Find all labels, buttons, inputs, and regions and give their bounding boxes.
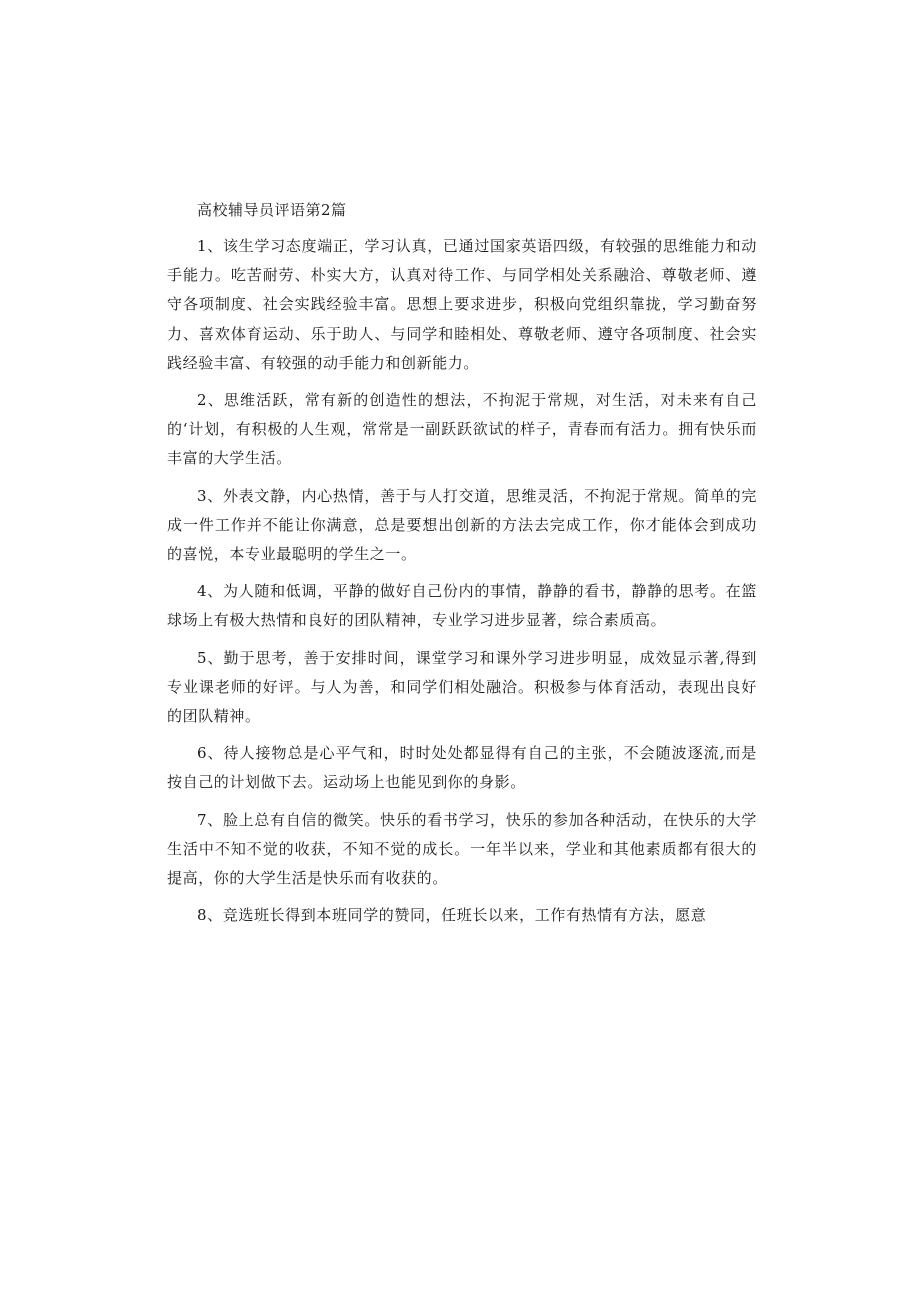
paragraph-8: 8、竞选班长得到本班同学的赞同，任班长以来，工作有热情有方法，愿意: [197, 906, 707, 925]
paragraph-6: 6、待人接物总是心平气和，时时处处都显得有自己的主张，不会随波逐流,而是按自己的计划做下去。运动场上也能见到你的身影。: [167, 744, 757, 792]
document-body: [167, 198, 757, 930]
paragraph-2: 2、思维活跃，常有新的创造性的想法，不拘泥于常规，对生活，对未来有自己的‘计划，有积极的人生观，常常是一副跃跃欲试的样子，青春而有活力。拥有快乐而丰富的大学生活。: [167, 391, 757, 468]
paragraph-7: 7、脸上总有自信的微笑。快乐的看书学习，快乐的参加各种活动，在快乐的大学生活中不知不觉的收获，不知不觉的成长。一年半以来，学业和其他素质都有很大的提高，你的大学生活是快乐而有收获的。: [167, 810, 757, 888]
paragraph-4: 4、为人随和低调，平静的做好自己份内的事情，静静的看书，静静的思考。在篮球场上有极大热情和良好的团队精神，专业学习进步显著，综合素质高。: [167, 582, 757, 630]
paragraph-5: 5、勤于思考，善于安排时间，课堂学习和课外学习进步明显，成效显示著,得到专业课老师的好评。与人为善，和同学们相处融洽。积极参与体育活动，表现出良好的团队精神。: [167, 648, 757, 726]
paragraph-1: 1、该生学习态度端正，学习认真，已通过国家英语四级，有较强的思维能力和动手能力。吃苦耐劳、朴实大方，认真对待工作、与同学相处关系融洽、尊敬老师、遵守各项制度、社会实践经验丰富。思想上要求进步，积极向党组织靠拢，学习勤奋努力、喜欢体育运动、乐于助人、与同学和睦相处、尊敬老师、遵守各项制度、社会实践经验丰富、有较强的动手能力和创新能力。: [167, 237, 757, 372]
document-title: 高校辅导员评语第2篇: [197, 201, 347, 219]
paragraph-3: 3、外表文静，内心热情，善于与人打交道，思维灵活，不拘泥于常规。简单的完成一件工作并不能让你满意，总是要想出创新的方法去完成工作，你才能体会到成功的喜悦，本专业最聪明的学生之一。: [167, 486, 757, 564]
